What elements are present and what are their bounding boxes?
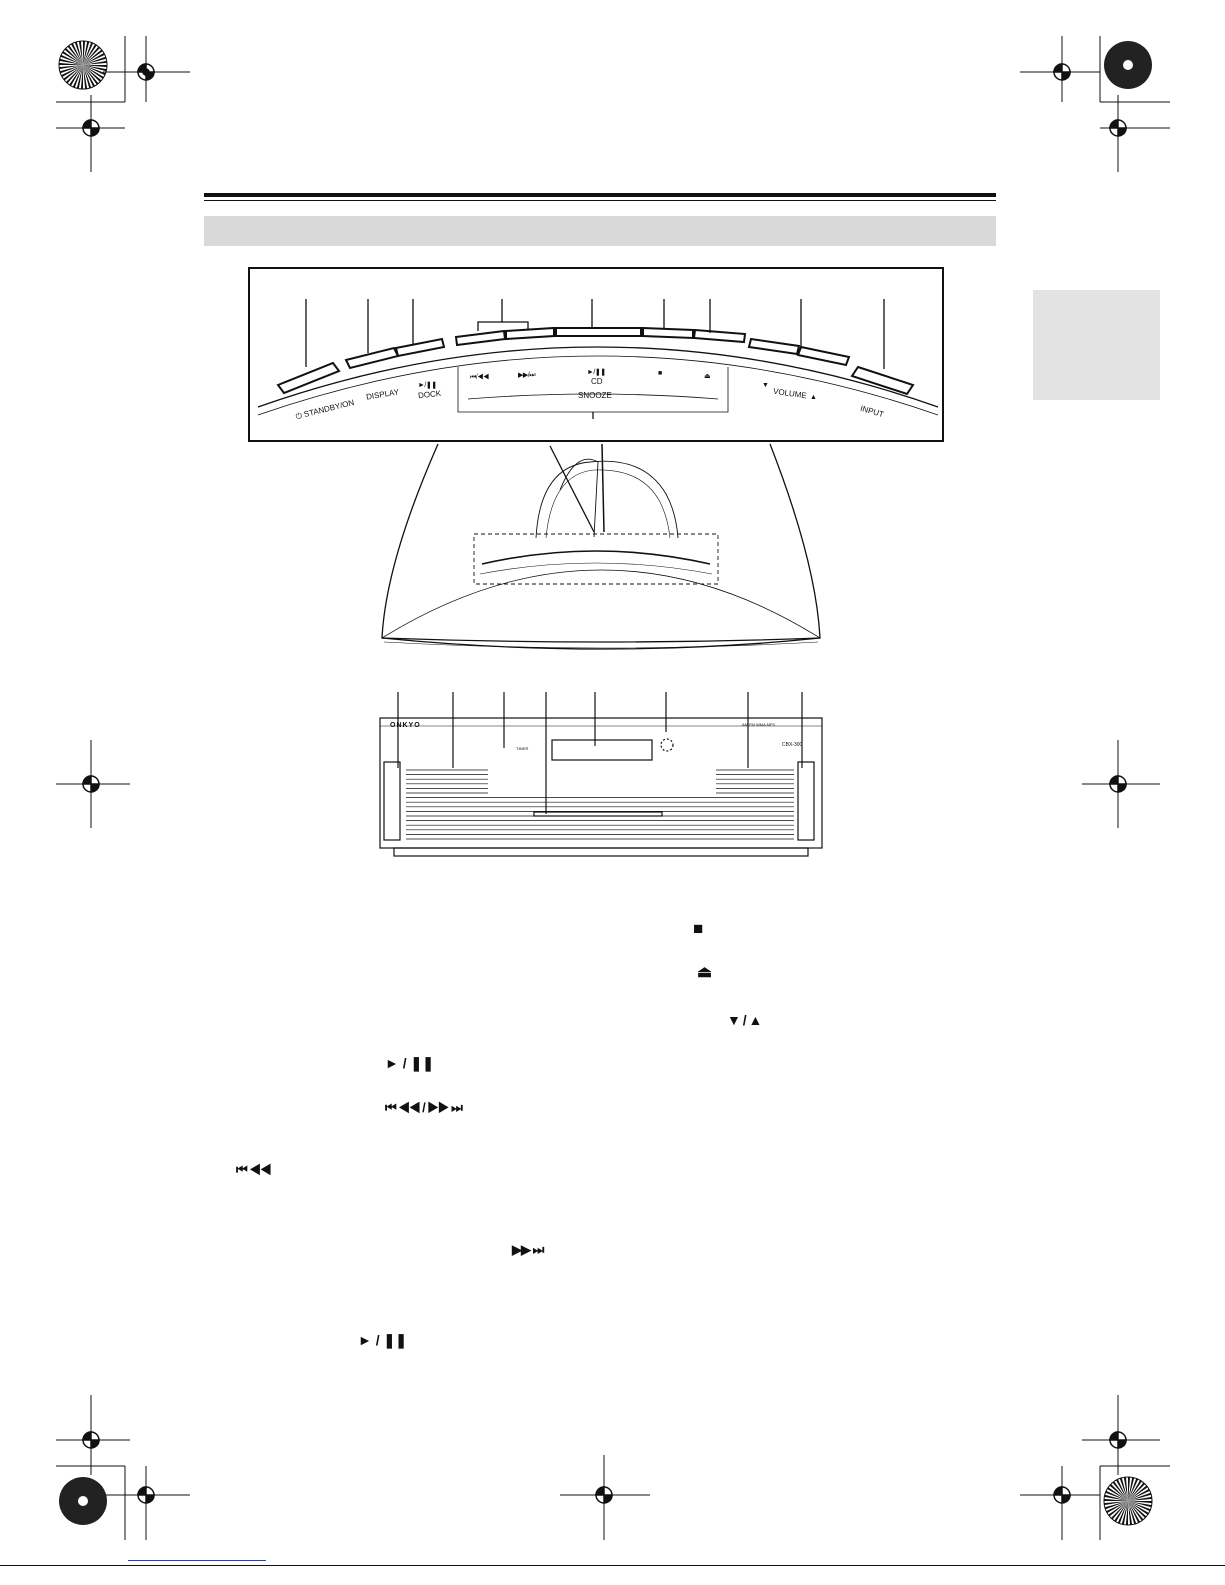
eject-symbol: ⏏: [697, 964, 713, 981]
footer-rule: [0, 1565, 1225, 1566]
snooze-label: SNOOZE: [578, 391, 612, 400]
starburst-mark-icon: [58, 1476, 108, 1526]
cd-play-pause-icon: ►/❚❚: [587, 369, 606, 376]
play-pause-symbol-2: ► / ❚❚: [358, 1332, 407, 1348]
footer-link-underline: [128, 1560, 266, 1561]
section-header-bar: [204, 216, 996, 246]
prev-rewind-icon: ⏮/◀◀: [470, 374, 489, 381]
volume-up-icon: ▲: [810, 394, 817, 401]
volume-label: VOLUME: [772, 386, 808, 401]
starburst-mark-icon: [1103, 40, 1153, 90]
chapter-side-tab: [1033, 290, 1160, 400]
timer-indicator-label: TIMER: [516, 746, 529, 751]
skip-forward-symbol: ▶▶ ⏭: [512, 1242, 544, 1257]
device-top-view: [376, 442, 836, 672]
standby-label: ⏻ STANDBY/ON: [294, 397, 356, 422]
model-label: CBX-300: [782, 742, 803, 748]
format-badges: AM FM WMA MP3: [742, 722, 775, 727]
dock-play-pause-icon: ►/❚❚: [418, 382, 437, 389]
eject-icon: ⏏: [704, 373, 711, 380]
cd-label: CD: [591, 377, 603, 386]
stop-symbol: ■: [693, 919, 704, 938]
brand-logo: ONKYO: [390, 722, 421, 729]
starburst-mark-icon: [1103, 1476, 1153, 1526]
display-label: DISPLAY: [365, 387, 400, 402]
input-label: INPUT: [859, 403, 885, 420]
play-pause-symbol: ► / ❚❚: [385, 1055, 434, 1071]
dock-label: DOCK: [417, 388, 442, 401]
title-rule-thin: [204, 200, 996, 201]
volume-down-icon: ▼: [762, 382, 769, 389]
starburst-mark-icon: [58, 40, 108, 90]
stop-icon: ■: [658, 370, 662, 377]
skip-symbols: ⏮ ◀◀ / ▶▶ ⏭: [385, 1100, 462, 1115]
title-rule: [204, 193, 996, 197]
top-panel-drawing: [248, 267, 948, 447]
volume-symbols: ▼ / ▲: [727, 1012, 762, 1028]
skip-back-symbol: ⏮ ◀◀: [236, 1162, 271, 1177]
device-front-view: [376, 690, 836, 870]
forward-next-icon: ▶▶/⏭: [518, 372, 536, 379]
